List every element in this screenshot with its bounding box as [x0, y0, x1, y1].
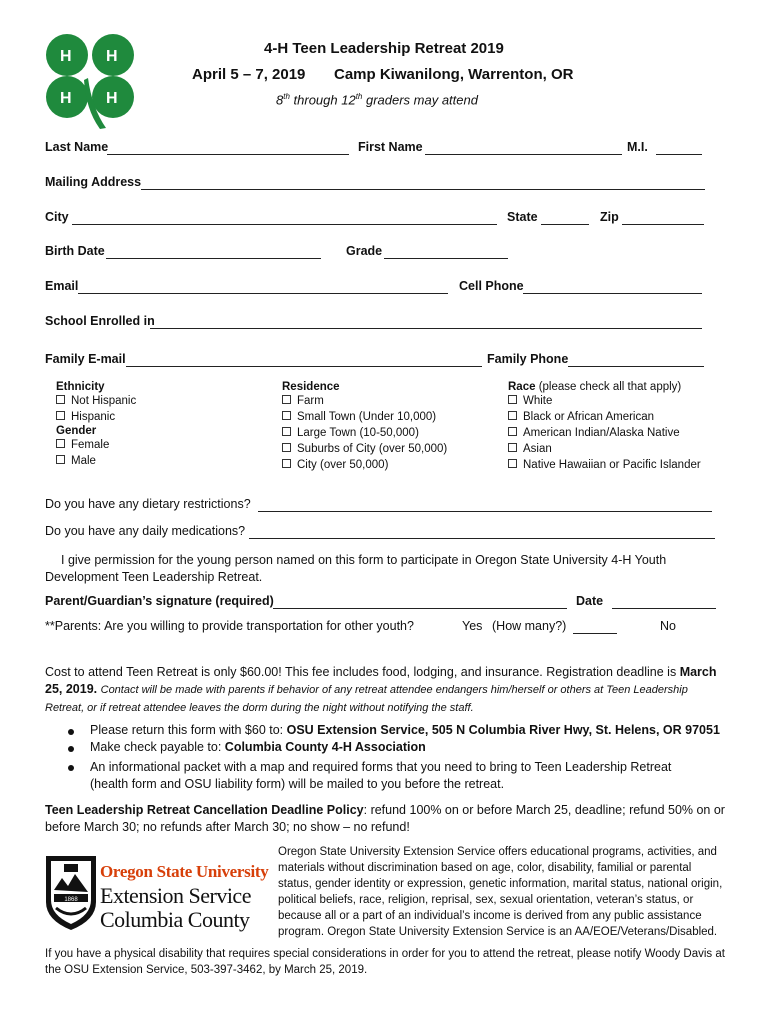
- checkbox[interactable]: [508, 427, 517, 436]
- columbia-county-wordmark: Columbia County: [100, 907, 250, 932]
- city-field[interactable]: [72, 212, 497, 225]
- cost-section: [45, 664, 725, 717]
- checkbox[interactable]: [282, 443, 291, 452]
- race-option[interactable]: Black or African American: [508, 409, 701, 425]
- family-phone-field[interactable]: [568, 354, 704, 367]
- registration-deadline: March 25, 2019.: [45, 665, 717, 696]
- checkbox[interactable]: [282, 395, 291, 404]
- cell-phone-field[interactable]: [523, 281, 702, 294]
- bullet-dot: [68, 765, 74, 771]
- grade-label: Grade: [346, 244, 383, 258]
- residence-option[interactable]: Farm: [282, 393, 447, 409]
- permission-statement: I give permission for the young person named on this form to participate in Oregon State University 4-H Youth Development Teen Leadership Retreat.: [45, 553, 667, 584]
- last-name-label: Last Name: [45, 140, 109, 154]
- email-field[interactable]: [78, 281, 448, 294]
- transport-no[interactable]: No: [660, 619, 676, 633]
- eligibility-note: 8th through 12th graders may attend: [276, 92, 478, 108]
- 4h-clover-logo: [40, 28, 145, 130]
- checkbox[interactable]: [282, 427, 291, 436]
- payable-instructions: Make check payable to: Columbia County 4-H Association: [90, 740, 426, 754]
- state-field[interactable]: [541, 212, 589, 225]
- cost-text: Cost to attend Teen Retreat is only $60.00! This fee includes food, lodging, and insurance. Registration deadline is: [45, 665, 677, 679]
- contact-note: Contact will be made with parents if behavior of any retreat attendee endangers him/herself or others at Teen Leadership Retreat, or if retreat attendee leaves the dorm during the night without notifying the staff.: [45, 684, 688, 714]
- ethnicity-option[interactable]: Not Hispanic: [56, 393, 136, 409]
- how-many-label: (How many?): [492, 619, 567, 633]
- race-heading: [508, 381, 701, 393]
- checkbox[interactable]: [508, 459, 517, 468]
- family-email-field[interactable]: [126, 354, 482, 367]
- mi-field[interactable]: [656, 142, 702, 155]
- cell-phone-label: Cell Phone: [459, 279, 524, 293]
- residence-option[interactable]: Small Town (Under 10,000): [282, 409, 447, 425]
- race-option[interactable]: White: [508, 393, 701, 409]
- event-location: Camp Kiwanilong, Warrenton, OR: [334, 66, 574, 83]
- residence-column: [282, 381, 447, 473]
- race-option[interactable]: Asian: [508, 441, 701, 457]
- accessibility-statement: If you have a physical disability that requires special considerations in order for you to attend the retreat, please notify Woody Davis at the OSU Extension Service, 503-397-3462, by March 25, 2019.: [45, 948, 725, 976]
- how-many-field[interactable]: [573, 621, 617, 634]
- dietary-question: Do you have any dietary restrictions?: [45, 497, 251, 511]
- school-field[interactable]: [150, 316, 702, 329]
- last-name-field[interactable]: [107, 142, 349, 155]
- grade-field[interactable]: [384, 246, 508, 259]
- cancellation-policy: Teen Leadership Retreat Cancellation Deadline Policy: refund 100% on or before March 25, deadline; refund 50% on or before March 30; no refunds after March 30; no show – no refund!: [45, 803, 725, 834]
- race-option[interactable]: Native Hawaiian or Pacific Islander: [508, 457, 701, 473]
- checkbox[interactable]: [508, 395, 517, 404]
- date-field[interactable]: [612, 596, 716, 609]
- checkbox[interactable]: [508, 411, 517, 420]
- residence-title: Residence: [282, 381, 340, 393]
- osu-seal-icon: [42, 850, 100, 932]
- svg-text:H: H: [106, 90, 118, 107]
- signature-label: Parent/Guardian’s signature (required): [45, 594, 274, 608]
- race-column: [508, 381, 701, 473]
- race-option[interactable]: American Indian/Alaska Native: [508, 425, 701, 441]
- transport-yes[interactable]: Yes: [462, 619, 483, 633]
- nondiscrimination-statement: Oregon State University Extension Service offers educational programs, activities, and materials without discrimination based on age, color, disability, familial or parental status, gender identity or expression, genetic information, marital status, national origin, political beliefs, race, religion, reprisal, sex, sexual orientation, veteran’s status, or because all or a part of an individual’s income is derived from any public assistance program. Oregon State University Extension Service is an AA/EOE/Veterans/Disabled.: [278, 846, 723, 938]
- birth-date-field[interactable]: [106, 246, 321, 259]
- medications-field[interactable]: [249, 526, 715, 539]
- school-label: School Enrolled in: [45, 314, 155, 328]
- packet-info: An informational packet with a map and required forms that you need to bring to Teen Leadership Retreat (health form and OSU liability form) will be mailed to you before the retreat.: [90, 760, 672, 791]
- residence-option[interactable]: Suburbs of City (over 50,000): [282, 441, 447, 457]
- family-email-label: Family E-mail: [45, 352, 126, 366]
- email-label: Email: [45, 279, 79, 293]
- date-label: Date: [576, 594, 604, 608]
- mi-label: M.I.: [627, 140, 648, 154]
- svg-text:H: H: [106, 48, 118, 65]
- zip-label: Zip: [600, 210, 619, 224]
- checkbox[interactable]: [56, 439, 65, 448]
- residence-option[interactable]: City (over 50,000): [282, 457, 447, 473]
- race-note: (please check all that apply): [535, 381, 682, 393]
- osu-wordmark: Oregon State University: [100, 862, 269, 881]
- gender-option[interactable]: Female: [56, 437, 136, 453]
- first-name-label: First Name: [358, 140, 423, 154]
- checkbox[interactable]: [56, 455, 65, 464]
- race-title: Race: [508, 381, 536, 393]
- medications-question: Do you have any daily medications?: [45, 524, 246, 538]
- residence-option[interactable]: Large Town (10-50,000): [282, 425, 447, 441]
- checkbox[interactable]: [282, 459, 291, 468]
- bullet-dot: [68, 746, 74, 752]
- city-label: City: [45, 210, 69, 224]
- zip-field[interactable]: [622, 212, 704, 225]
- form-title: 4-H Teen Leadership Retreat 2019: [264, 40, 504, 57]
- transport-question: **Parents: Are you willing to provide transportation for other youth?: [45, 619, 414, 633]
- gender-title: Gender: [56, 425, 97, 437]
- extension-service-wordmark: Extension Service: [100, 883, 251, 908]
- return-instructions: Please return this form with $60 to: OSU Extension Service, 505 N Columbia River Hwy, St. Helens, OR 97051: [90, 723, 720, 737]
- checkbox[interactable]: [282, 411, 291, 420]
- birth-date-label: Birth Date: [45, 244, 105, 258]
- ethnicity-gender-column: [56, 381, 136, 469]
- bullet-dot: [68, 729, 74, 735]
- signature-field[interactable]: [273, 596, 567, 609]
- state-label: State: [507, 210, 538, 224]
- ethnicity-option[interactable]: Hispanic: [56, 409, 136, 425]
- checkbox[interactable]: [56, 411, 65, 420]
- svg-text:H: H: [60, 48, 72, 65]
- event-dates: April 5 – 7, 2019: [192, 66, 306, 83]
- mailing-address-field[interactable]: [141, 177, 705, 190]
- gender-option[interactable]: Male: [56, 453, 136, 469]
- checkbox[interactable]: [508, 443, 517, 452]
- svg-text:H: H: [60, 90, 72, 107]
- checkbox[interactable]: [56, 395, 65, 404]
- mailing-address-label: Mailing Address: [45, 175, 142, 189]
- ethnicity-title: Ethnicity: [56, 381, 105, 393]
- family-phone-label: Family Phone: [487, 352, 569, 366]
- svg-text:1868: 1868: [64, 897, 78, 903]
- first-name-field[interactable]: [425, 142, 622, 155]
- dietary-field[interactable]: [258, 499, 712, 512]
